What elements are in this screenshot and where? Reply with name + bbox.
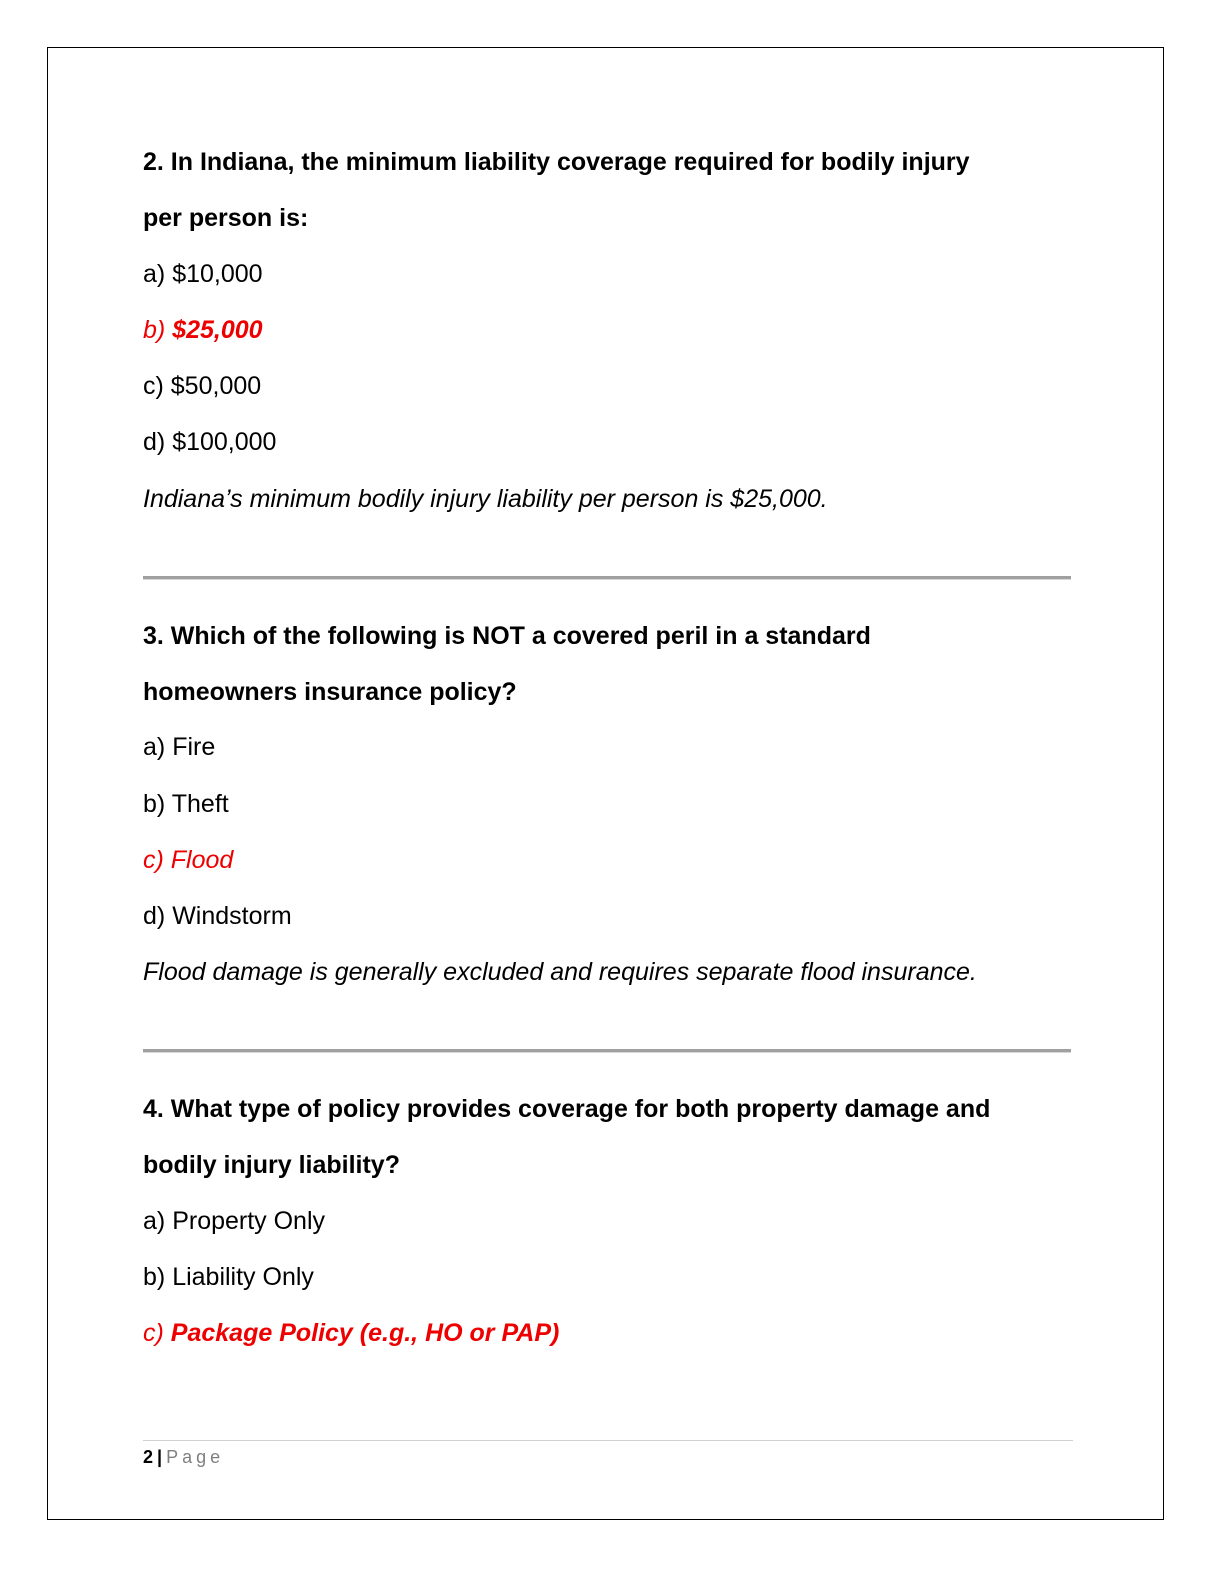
question-2-line-2: per person is: [143,204,309,232]
question-4-option-c-correct [143,1318,559,1348]
option-prefix: b) [143,790,172,818]
option-text: $25,000 [172,316,263,344]
option-text: Package Policy (e.g., HO or PAP) [170,1319,560,1347]
option-text: Flood [170,846,234,874]
question-2-option-b-correct [143,315,263,345]
option-text: Property Only [172,1207,326,1235]
option-text: Theft [171,790,229,818]
page-separator: | [157,1447,163,1467]
question-2-option-d [143,427,276,457]
question-4-option-a [143,1206,325,1236]
option-prefix: c) [143,1319,171,1347]
page-number: 2 [143,1447,154,1467]
option-text: $100,000 [172,428,277,456]
question-4-line-2: bodily injury liability? [143,1151,400,1179]
question-2-option-c [143,371,261,401]
option-prefix: b) [143,1263,173,1291]
option-text: $10,000 [172,260,263,288]
section-divider [143,576,1071,580]
option-text: Windstorm [172,902,292,930]
option-prefix: c) [143,846,171,874]
option-prefix: a) [143,260,173,288]
option-prefix: b) [143,316,173,344]
question-3-line-2: homeowners insurance policy? [143,678,517,706]
question-2-option-a [143,259,263,289]
question-4-option-b [143,1262,314,1292]
question-3-explanation: Flood damage is generally excluded and requires separate flood insurance. [143,958,977,986]
page-footer [143,1446,224,1468]
option-prefix: d) [143,902,173,930]
question-3-option-b [143,789,229,819]
question-4-line-1: 4. What type of policy provides coverage for both property damage and [143,1095,991,1123]
option-prefix: a) [143,1207,173,1235]
question-3-option-a [143,732,215,762]
question-3-option-c-correct [143,845,233,875]
question-3-option-d [143,901,292,931]
option-text: Liability Only [172,1263,314,1291]
page-word: Page [166,1447,225,1467]
section-divider [143,1049,1071,1053]
option-text: $50,000 [170,372,262,400]
option-text: Fire [172,733,216,761]
question-2-explanation: Indiana’s minimum bodily injury liability per person is $25,000. [143,485,828,513]
question-2-line-1: 2. In Indiana, the minimum liability coverage required for bodily injury [143,148,970,176]
footer-rule [143,1440,1073,1441]
question-3-line-1: 3. Which of the following is NOT a covered peril in a standard [143,622,871,650]
option-prefix: c) [143,372,171,400]
option-prefix: a) [143,733,173,761]
option-prefix: d) [143,428,173,456]
